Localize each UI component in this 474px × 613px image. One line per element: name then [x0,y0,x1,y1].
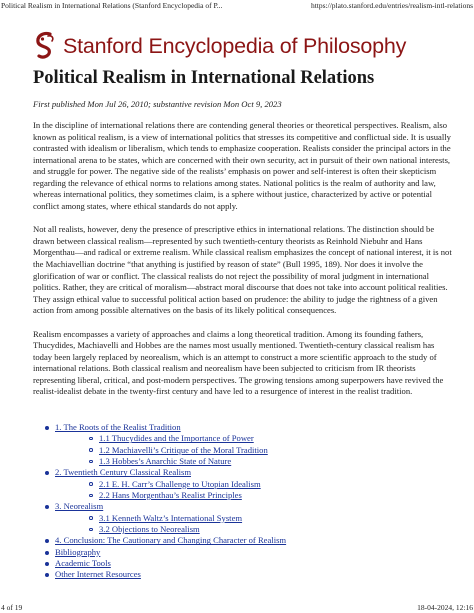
article-preamble [33,120,453,410]
paragraph: Realism encompasses a variety of approaches and claims a long theoretical tradition. Among its founding fathers, Thucydides, Machiavelli and Hobbes are the names most usually mentioned. Twentieth-century classical realism has today been largely replaced by neorealism, which is an attempt to construct a more scientific approach to the study of international relations. Both classical realism and neorealism have been subjected to criticism from IR theorists representing liberal, critical, and post-modern perspectives. The growing tensions among superpowers have revived the realist-idealist debate in the twenty-first century and have led to a resurgence of interest in the realist tradition. [33,328,444,397]
toc-list [33,422,453,581]
toc-sublist [77,479,453,502]
toc-item [33,569,453,580]
table-of-contents [33,422,453,581]
print-header [0,0,474,12]
paragraph: Not all realists, however, deny the presence of prescriptive ethics in international relations. The distinction should be drawn between classical realism—represented by such twentieth-century theorists as Reinhold Niebuhr and Hans Morgenthau—and radical or extreme realism. While classical realism emphasizes the concept of national interest, it is not the Machiavellian doctrine “that anything is justified by reason of state” (Bull 1995, 189). Nor does it involve the glorification of war or conflict. The classical realists do not reject the possibility of moral judgment in international politics. Rather, they are critical of moralism—abstract moral discourse that does not take into account political realities. They assign ethical value to successful political action based on prudence: the ability to judge the rightness of a given action from among possible alternatives on the basis of its likely political consequences. [33,224,452,316]
toc-link-academic-tools[interactable]: Academic Tools [55,558,111,569]
toc-link-morgenthau[interactable]: 2.2 Hans Morgenthau’s Realist Principles [99,490,242,501]
toc-subitem [77,490,453,501]
toc-link-roots[interactable]: 1. The Roots of the Realist Tradition [55,422,181,432]
toc-subitem [77,524,453,535]
toc-link-objections[interactable]: 3.2 Objections to Neorealism [99,524,200,535]
toc-subitem [77,479,453,490]
page-number: 4 of 19 [1,603,23,612]
toc-link-classical-realism[interactable]: 2. Twentieth Century Classical Realism [55,467,192,478]
sep-logo-icon [33,31,57,61]
print-header-title: Political Realism in International Relations (Stanford Encyclopedia of P... [1,1,223,10]
toc-subitem [77,513,453,524]
print-timestamp: 18-04-2024, 12:16 [417,603,473,612]
toc-item [33,558,453,569]
toc-link-internet-resources[interactable]: Other Internet Resources [55,569,141,580]
toc-subitem [77,445,453,456]
site-brand[interactable] [33,30,406,62]
toc-link-neorealism[interactable]: 3. Neorealism [55,501,104,512]
toc-subitem [77,433,453,444]
toc-item [33,467,453,501]
toc-item [33,547,453,558]
toc-link-waltz[interactable]: 3.1 Kenneth Waltz’s International System [99,512,243,523]
toc-sublist [77,433,453,467]
toc-item [33,535,453,546]
toc-sublist [77,513,453,536]
print-footer [0,601,474,613]
paragraph: In the discipline of international relations there are contending general theories or theoretical perspectives. Realism, also known as political realism, is a view of international politics that stresses its competitive and conflictual side. It is usually contrasted with idealism or liberalism, which tends to emphasize cooperation. Realists consider the principal actors in the international arena to be states, which are concerned with their own security, act in pursuit of their own national interests, and struggle for power. The negative side of the realists’ emphasis on power and self-interest is often their skepticism regarding the relevance of ethical norms to relations among states. National politics is the realm of authority and law, whereas international politics, they sometimes claim, is a sphere without justice, characterized by active or potential conflict among states, where ethical standards do not apply. [33,120,451,211]
toc-item [33,422,453,467]
toc-subitem [77,456,453,467]
publication-info: First published Mon Jul 26, 2010; substantive revision Mon Oct 9, 2023 [33,99,282,109]
print-header-url: https://plato.stanford.edu/entries/realism-intl-relations [310,1,473,10]
toc-link-conclusion[interactable]: 4. Conclusion: The Cautionary and Changing Character of Realism [55,535,287,546]
toc-link-thucydides[interactable]: 1.1 Thucydides and the Importance of Power [99,433,254,444]
toc-link-carr[interactable]: 2.1 E. H. Carr’s Challenge to Utopian Idealism [99,478,261,489]
article-title: Political Realism in International Relations [33,68,375,88]
toc-link-bibliography[interactable]: Bibliography [55,546,101,557]
toc-link-machiavelli[interactable]: 1.2 Machiavelli’s Critique of the Moral Tradition [99,444,268,455]
toc-item [33,501,453,535]
site-title: Stanford Encyclopedia of Philosophy [63,33,407,58]
toc-link-hobbes[interactable]: 1.3 Hobbes’s Anarchic State of Nature [99,456,232,467]
